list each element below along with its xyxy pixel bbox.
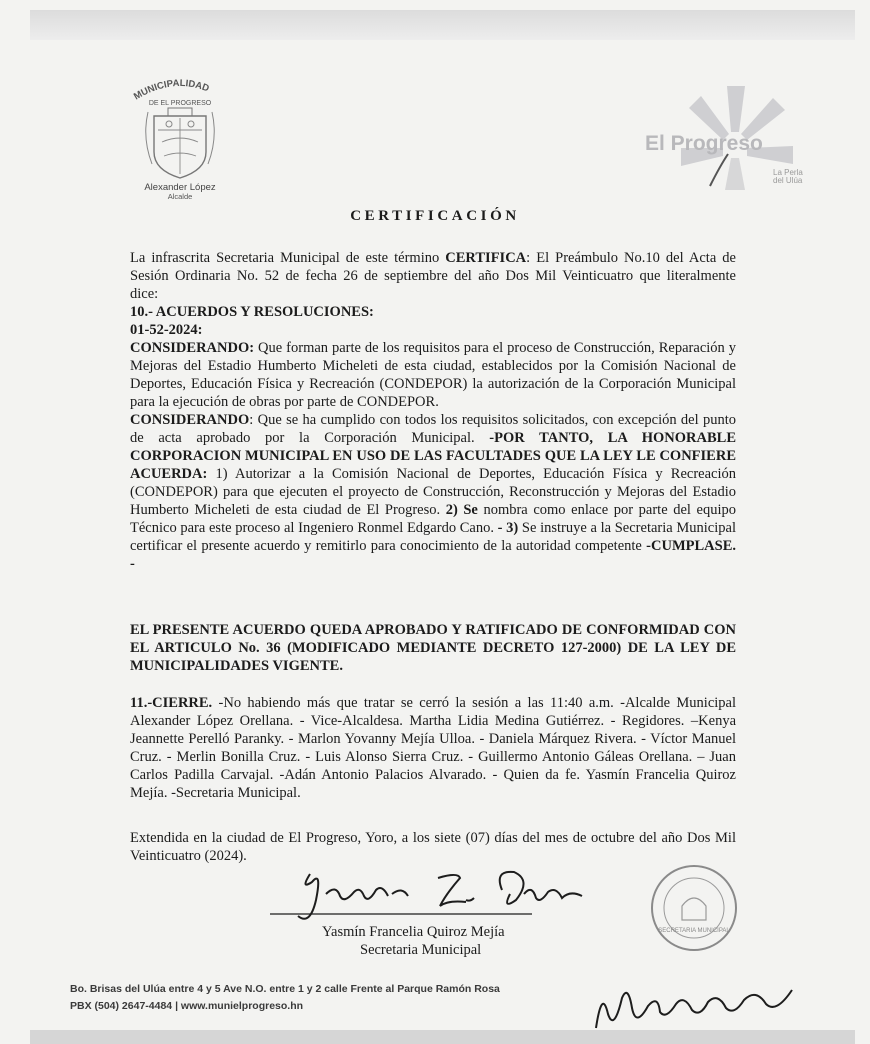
logo-name: El Progreso (645, 132, 763, 155)
mayor-name: Alexander López (144, 182, 216, 193)
scan-bottom-edge (30, 1030, 855, 1044)
signer-title: Secretaria Municipal (360, 942, 482, 958)
stamp-text: SECRETARIA MUNICIPAL (658, 928, 730, 934)
signer-name: Yasmín Francelia Quiroz Mejía (322, 924, 505, 940)
handwritten-signature (270, 860, 600, 930)
considerando-2: CONSIDERANDO: Que se ha cumplido con todos los requisitos solicitados, con excepción del punto de acta aprobado por la Corporación Municipal. -POR TANTO, LA HONORABLE CORPORACION MUNICIPAL EN USO DE LAS FACULTADES QUE LA LEY LE CONFIERE ACUERDA: 1) Autorizar a la Comisión Nacional de Deportes, Educación Física y Recreación (CONDEPOR) para que ejecuten el proyecto de Construcción, Reconstrucción y Mejoras del Estadio Humberto Micheleti de esta ciudad de El Progreso. 2) Se nombra como enlace por parte del equipo Técnico para este proceso al Ingeniero Ronmel Edgardo Cano. - 3) Se instruye a la Secretaria Municipal certificar el presente acuerdo y remitirlo para conocimiento de la autoridad competente -CUMPLASE. - (130, 412, 736, 572)
el-progreso-logo (640, 82, 820, 192)
approval-paragraph: EL PRESENTE ACUERDO QUEDA APROBADO Y RATIFICADO DE CONFORMIDAD CON EL ARTICULO No. 36 (MODIFICADO MEDIANTE DECRETO 127-2000) DE LA LEY DE MUNICIPALIDADES VIGENTE. (130, 622, 736, 674)
intro-paragraph: La infrascrita Secretaria Municipal de este término CERTIFICA: El Preámbulo No.10 del Acta de Sesión Ordinaria No. 52 de fecha 26 de septiembre del año Dos Mil Veinticuatro que literalmente dice: (130, 250, 736, 302)
mayor-title: Alcalde (167, 192, 193, 201)
logo-tagline: La Perla del Ulúa (773, 168, 803, 185)
certification-body (130, 249, 736, 573)
handwritten-initials (588, 968, 808, 1038)
closure-paragraph: 11.-CIERRE. -No habiendo más que tratar se cerró la sesión a las 11:40 a.m. -Alcalde Municipal Alexander López Orellana. - Vice-Alcaldesa. Martha Lidia Medina Gutiérrez. - Regidores. –Kenya Jeannette Perelló Paranky. - Marlon Yovanny Mejía Ulloa. - Daniela Márquez Rivera. - Víctor Manuel Cruz. - Merlin Bonilla Cruz. - Luis Alonso Sierra Cruz. - Guillermo Antonio Gáleas Orellana. – Juan Carlos Padilla Carvajal. -Adán Antonio Palacios Alvarado. - Quien da fe. Yasmín Francelia Quiroz Mejía. -Secretaria Municipal. (130, 695, 736, 801)
footer-address: Bo. Brisas del Ulúa entre 4 y 5 Ave N.O. entre 1 y 2 calle Frente al Parque Ramón Rosa (70, 983, 500, 995)
seal-text-sub: DE EL PROGRESO (148, 100, 212, 107)
official-stamp (638, 862, 750, 954)
document-title: CERTIFICACIÓN (350, 208, 520, 224)
considerando-1: CONSIDERANDO: Que forman parte de los requisitos para el proceso de Construcción, Reparación y Mejoras del Estadio Humberto Micheleti de esta ciudad, establecidos por la Comisión Nacional de Deportes, Educación Física y Recreación (CONDEPOR) la autorización de la Corporación Municipal para la ejecución de obras por parte de CONDEPOR. (130, 340, 736, 410)
extended-paragraph: Extendida en la ciudad de El Progreso, Yoro, a los siete (07) días del mes de octubre del año Dos Mil Veinticuatro (2024). (130, 830, 736, 864)
agreement-number: 01-52-2024: (130, 322, 203, 338)
signer-block (322, 923, 505, 959)
svg-text:MUNICIPALIDAD (132, 78, 211, 102)
section-heading: 10.- ACUERDOS Y RESOLUCIONES: (130, 304, 374, 320)
footer-contact (70, 981, 500, 1015)
scan-top-edge (30, 10, 855, 40)
seal-text-top: MUNICIPALIDAD (131, 78, 211, 103)
municipal-seal (128, 78, 232, 206)
footer-contact-line: PBX (504) 2647-4484 | www.munielprogreso.hn (70, 1000, 304, 1012)
